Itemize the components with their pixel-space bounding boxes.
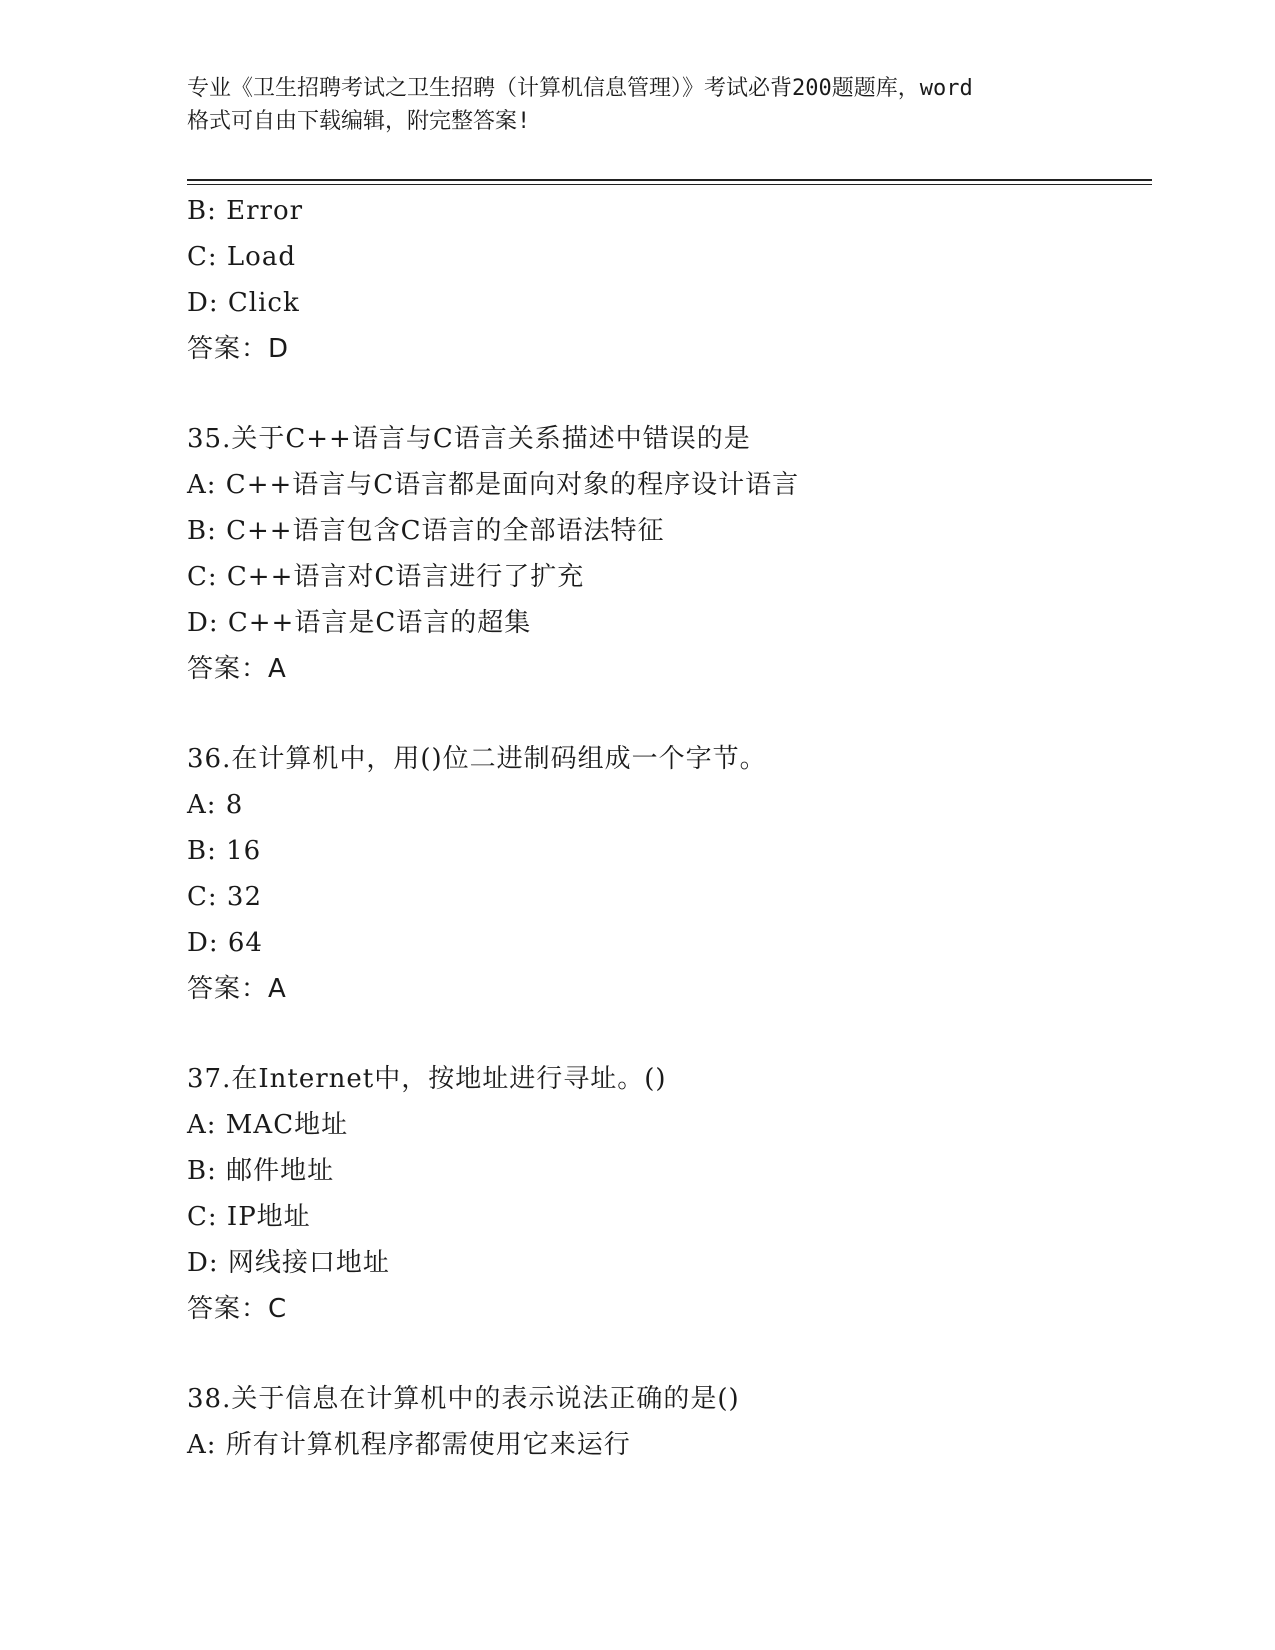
option-c: C: IP地址 [187,1202,311,1232]
question-block-38 [187,1376,1147,1468]
header-line-1: 专业《卫生招聘考试之卫生招聘（计算机信息管理）》考试必背200题题库，word [187,76,973,101]
answer-line: 答案：A [187,974,287,1004]
question-list [187,188,1147,1468]
answer-line: 答案：A [187,654,287,684]
option-d: D: Click [187,288,300,318]
question-block-37 [187,1056,1147,1332]
question-block-34 [187,188,1147,372]
answer-line: 答案：D [187,334,290,364]
option-b: B: 16 [187,836,262,866]
spacer [187,1012,1147,1056]
option-c: C: Load [187,242,296,272]
answer-line: 答案：C [187,1294,288,1324]
option-a: A: 8 [187,790,244,820]
option-d: D: 64 [187,928,263,958]
option-d: D: 网线接口地址 [187,1248,390,1278]
option-c: C: C++语言对C语言进行了扩充 [187,562,585,592]
question-stem: 36.在计算机中，用()位二进制码组成一个字节。 [187,744,767,774]
question-stem: 35.关于C++语言与C语言关系描述中错误的是 [187,424,751,454]
option-b: B: Error [187,196,304,226]
option-b: B: 邮件地址 [187,1156,335,1186]
document-header [187,72,1087,138]
header-divider-thin [187,184,1152,185]
option-a: A: MAC地址 [187,1110,349,1140]
question-stem: 37.在Internet中，按地址进行寻址。() [187,1064,667,1094]
option-d: D: C++语言是C语言的超集 [187,608,532,638]
spacer [187,692,1147,736]
question-block-35 [187,416,1147,692]
spacer [187,372,1147,416]
option-a: A: C++语言与C语言都是面向对象的程序设计语言 [187,470,800,500]
spacer [187,1332,1147,1376]
question-block-36 [187,736,1147,1012]
question-stem: 38.关于信息在计算机中的表示说法正确的是() [187,1384,740,1414]
option-c: C: 32 [187,882,263,912]
option-b: B: C++语言包含C语言的全部语法特征 [187,516,665,546]
option-a: A: 所有计算机程序都需使用它来运行 [187,1430,631,1460]
header-divider [187,179,1152,181]
header-line-2: 格式可自由下载编辑，附完整答案! [187,109,531,134]
